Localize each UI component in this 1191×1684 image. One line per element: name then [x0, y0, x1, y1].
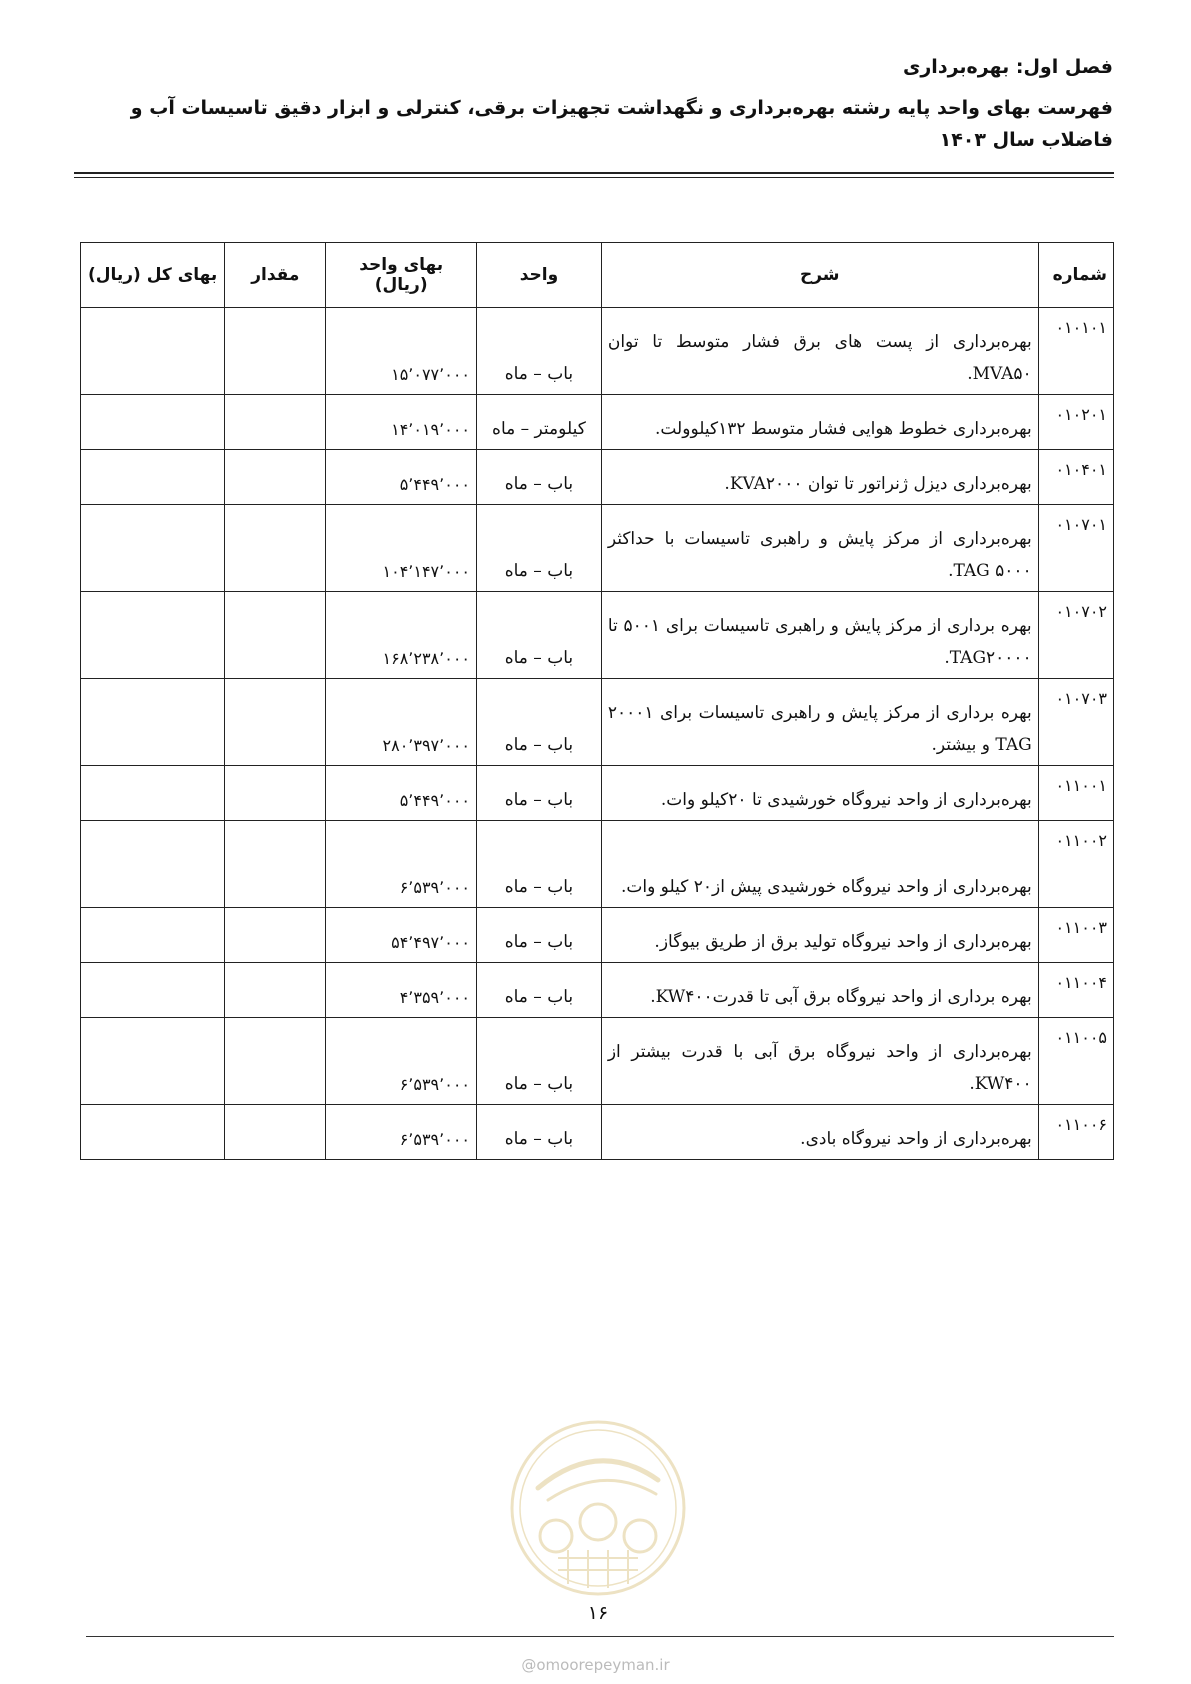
table-row	[81, 592, 1114, 679]
column-header-description: شرح	[601, 243, 1038, 308]
item-unit: باب – ماه	[477, 679, 602, 766]
column-header-unit: واحد	[477, 243, 602, 308]
item-number: ۰۱۰۷۰۲	[1038, 592, 1113, 679]
item-unit: باب – ماه	[477, 592, 602, 679]
item-number: ۰۱۱۰۰۵	[1038, 1018, 1113, 1105]
item-total	[81, 963, 225, 1018]
item-unit-price: ۱۴٬۰۱۹٬۰۰۰	[326, 395, 477, 450]
watermark-url: @omoorepeyman.ir	[521, 1656, 670, 1674]
organization-seal	[508, 1418, 688, 1598]
item-number: ۰۱۱۰۰۳	[1038, 908, 1113, 963]
item-total	[81, 450, 225, 505]
item-number: ۰۱۰۱۰۱	[1038, 308, 1113, 395]
item-unit: باب – ماه	[477, 1018, 602, 1105]
item-unit-price: ۶٬۵۳۹٬۰۰۰	[326, 1105, 477, 1160]
item-total	[81, 821, 225, 908]
column-header-quantity: مقدار	[225, 243, 326, 308]
item-unit: باب – ماه	[477, 821, 602, 908]
item-unit: باب – ماه	[477, 308, 602, 395]
item-number: ۰۱۱۰۰۲	[1038, 821, 1113, 908]
table-row	[81, 679, 1114, 766]
item-total	[81, 1018, 225, 1105]
item-unit-price: ۱۶۸٬۲۳۸٬۰۰۰	[326, 592, 477, 679]
item-quantity	[225, 505, 326, 592]
table-row	[81, 450, 1114, 505]
item-total	[81, 505, 225, 592]
item-quantity	[225, 963, 326, 1018]
column-header-total-price: بهای کل (ریال)	[81, 243, 225, 308]
item-description: بهره‌برداری از واحد نیروگاه خورشیدی پیش از۲۰ کیلو وات.	[601, 821, 1038, 908]
table-header-row	[81, 243, 1114, 308]
table-row	[81, 766, 1114, 821]
item-total	[81, 308, 225, 395]
document-title: فهرست بهای واحد پایه رشته بهره‌برداری و نگهداشت تجهیزات برقی، کنترلی و ابزار دقیق تاسیسات آب و فاضلاب سال ۱۴۰۳	[130, 97, 1113, 151]
item-quantity	[225, 1105, 326, 1160]
column-header-unit-price: بهای واحد (ریال)	[326, 243, 477, 308]
item-unit: باب – ماه	[477, 908, 602, 963]
item-description: بهره‌برداری از پست های برق فشار متوسط تا توان MVA۵۰.	[601, 308, 1038, 395]
table-row	[81, 395, 1114, 450]
item-unit-price: ۴٬۳۵۹٬۰۰۰	[326, 963, 477, 1018]
item-description: بهره برداری از مرکز پایش و راهبری تاسیسات برای ۲۰۰۰۱ TAG و بیشتر.	[601, 679, 1038, 766]
item-number: ۰۱۰۲۰۱	[1038, 395, 1113, 450]
item-quantity	[225, 908, 326, 963]
item-number: ۰۱۰۷۰۱	[1038, 505, 1113, 592]
item-quantity	[225, 592, 326, 679]
item-number: ۰۱۰۴۰۱	[1038, 450, 1113, 505]
footer-divider	[86, 1636, 1114, 1637]
item-description: بهره برداری از واحد نیروگاه برق آبی تا قدرتKW۴۰۰.	[601, 963, 1038, 1018]
item-unit: باب – ماه	[477, 766, 602, 821]
table-row	[81, 821, 1114, 908]
item-unit: باب – ماه	[477, 1105, 602, 1160]
item-description: بهره برداری از مرکز پایش و راهبری تاسیسات برای ۵۰۰۱ تا TAG۲۰۰۰۰.	[601, 592, 1038, 679]
item-unit-price: ۵٬۴۴۹٬۰۰۰	[326, 450, 477, 505]
item-unit-price: ۲۸۰٬۳۹۷٬۰۰۰	[326, 679, 477, 766]
table-row	[81, 1018, 1114, 1105]
page-number: ۱۶	[587, 1602, 609, 1624]
item-total	[81, 766, 225, 821]
item-unit-price: ۱۵٬۰۷۷٬۰۰۰	[326, 308, 477, 395]
item-quantity	[225, 450, 326, 505]
item-unit: کیلومتر – ماه	[477, 395, 602, 450]
item-number: ۰۱۱۰۰۴	[1038, 963, 1113, 1018]
header-divider-thin	[74, 177, 1114, 178]
item-quantity	[225, 821, 326, 908]
item-description: بهره‌برداری از واحد نیروگاه خورشیدی تا ۲۰کیلو وات.	[601, 766, 1038, 821]
header-divider	[74, 172, 1114, 174]
price-list-table	[80, 242, 1114, 1160]
table-row	[81, 505, 1114, 592]
item-number: ۰۱۱۰۰۱	[1038, 766, 1113, 821]
item-quantity	[225, 1018, 326, 1105]
item-description: بهره‌برداری از واحد نیروگاه بادی.	[601, 1105, 1038, 1160]
item-quantity	[225, 679, 326, 766]
item-unit: باب – ماه	[477, 505, 602, 592]
item-total	[81, 1105, 225, 1160]
item-unit-price: ۶٬۵۳۹٬۰۰۰	[326, 821, 477, 908]
item-description: بهره‌برداری از مرکز پایش و راهبری تاسیسات با حداکثر TAG ۵۰۰۰.	[601, 505, 1038, 592]
item-description: بهره‌برداری از واحد نیروگاه تولید برق از طریق بیوگاز.	[601, 908, 1038, 963]
item-unit-price: ۱۰۴٬۱۴۷٬۰۰۰	[326, 505, 477, 592]
item-unit-price: ۵۴٬۴۹۷٬۰۰۰	[326, 908, 477, 963]
table-row	[81, 908, 1114, 963]
item-unit: باب – ماه	[477, 963, 602, 1018]
item-description: بهره‌برداری خطوط هوایی فشار متوسط ۱۳۲کیلوولت.	[601, 395, 1038, 450]
item-unit-price: ۵٬۴۴۹٬۰۰۰	[326, 766, 477, 821]
table-row	[81, 963, 1114, 1018]
item-quantity	[225, 308, 326, 395]
item-total	[81, 592, 225, 679]
item-unit-price: ۶٬۵۳۹٬۰۰۰	[326, 1018, 477, 1105]
item-quantity	[225, 766, 326, 821]
item-unit: باب – ماه	[477, 450, 602, 505]
item-quantity	[225, 395, 326, 450]
page-header	[73, 56, 1113, 156]
item-total	[81, 679, 225, 766]
item-description: بهره‌برداری از واحد نیروگاه برق آبی با قدرت بیشتر از KW۴۰۰.	[601, 1018, 1038, 1105]
item-total	[81, 908, 225, 963]
item-description: بهره‌برداری دیزل ژنراتور تا توان KVA۲۰۰۰.	[601, 450, 1038, 505]
chapter-title: فصل اول: بهره‌برداری	[902, 56, 1113, 78]
table-row	[81, 1105, 1114, 1160]
table-row	[81, 308, 1114, 395]
item-total	[81, 395, 225, 450]
item-number: ۰۱۰۷۰۳	[1038, 679, 1113, 766]
column-header-number: شماره	[1038, 243, 1113, 308]
item-number: ۰۱۱۰۰۶	[1038, 1105, 1113, 1160]
